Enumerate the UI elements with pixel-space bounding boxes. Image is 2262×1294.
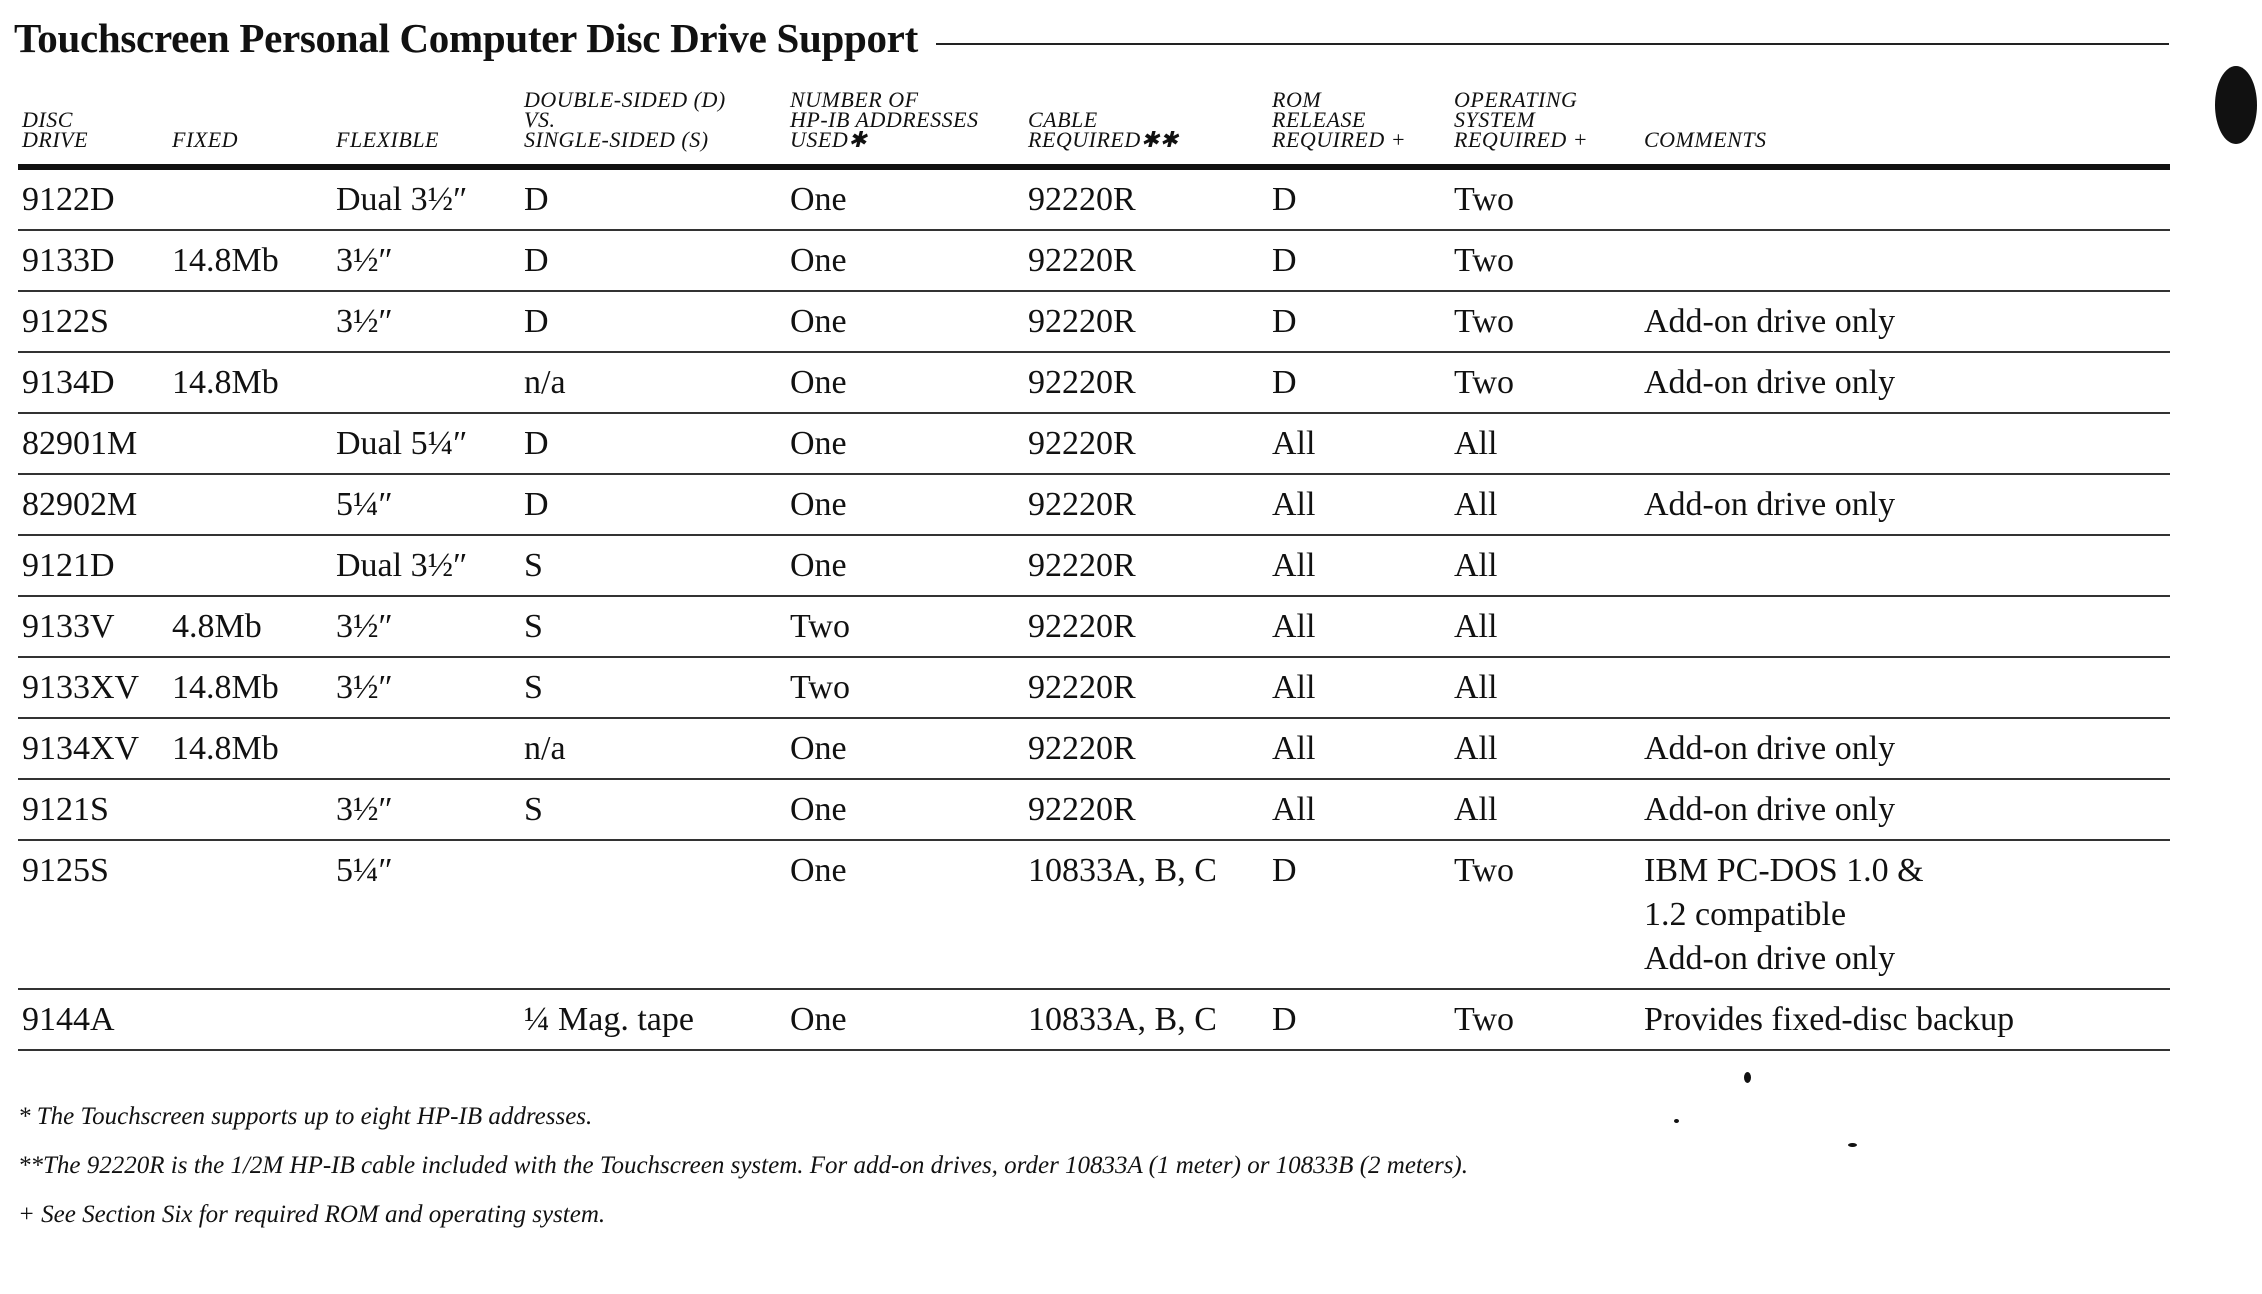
table-row	[18, 718, 2170, 779]
cell-rom-release: All	[1268, 413, 1450, 474]
table-row	[18, 230, 2170, 291]
cell-fixed: 14.8Mb	[168, 352, 332, 413]
cell-fixed	[168, 989, 332, 1050]
cell-comments	[1640, 535, 2170, 596]
table-row	[18, 291, 2170, 352]
cell-disc-drive: 9125S	[18, 840, 168, 989]
title-rule	[936, 43, 2169, 45]
cell-hpib-addresses: One	[786, 291, 1024, 352]
title-bar	[14, 6, 2169, 70]
cell-flexible: 3½″	[332, 230, 520, 291]
cell-rom-release: D	[1268, 989, 1450, 1050]
cell-fixed: 14.8Mb	[168, 657, 332, 718]
table-row	[18, 657, 2170, 718]
cell-disc-drive: 9134D	[18, 352, 168, 413]
cell-rom-release: All	[1268, 535, 1450, 596]
cell-flexible: 3½″	[332, 596, 520, 657]
cell-fixed	[168, 167, 332, 230]
cell-comments: Add-on drive only	[1640, 474, 2170, 535]
cell-comments	[1640, 596, 2170, 657]
cell-operating-system: Two	[1450, 230, 1640, 291]
cell-hpib-addresses: One	[786, 474, 1024, 535]
cell-comments: Add-on drive only	[1640, 291, 2170, 352]
cell-rom-release: All	[1268, 718, 1450, 779]
header-fixed: FIXED	[168, 70, 332, 167]
cell-hpib-addresses: One	[786, 779, 1024, 840]
table-row	[18, 474, 2170, 535]
cell-disc-drive: 9134XV	[18, 718, 168, 779]
cell-cable: 10833A, B, C	[1024, 989, 1268, 1050]
cell-sided: n/a	[520, 352, 786, 413]
header-flexible: FLEXIBLE	[332, 70, 520, 167]
cell-rom-release: D	[1268, 167, 1450, 230]
cell-comments	[1640, 657, 2170, 718]
page-title: Touchscreen Personal Computer Disc Drive Support	[14, 15, 918, 61]
cell-cable: 92220R	[1024, 657, 1268, 718]
cell-hpib-addresses: One	[786, 167, 1024, 230]
cell-fixed: 14.8Mb	[168, 230, 332, 291]
cell-cable: 10833A, B, C	[1024, 840, 1268, 989]
cell-sided: D	[520, 413, 786, 474]
cell-sided	[520, 840, 786, 989]
cell-fixed	[168, 413, 332, 474]
cell-operating-system: All	[1450, 474, 1640, 535]
cell-flexible: 5¼″	[332, 840, 520, 989]
table-row	[18, 596, 2170, 657]
cell-fixed	[168, 291, 332, 352]
cell-rom-release: All	[1268, 474, 1450, 535]
cell-disc-drive: 82902M	[18, 474, 168, 535]
cell-operating-system: All	[1450, 657, 1640, 718]
header-operating-system: OPERATING SYSTEM REQUIRED +	[1450, 70, 1640, 167]
cell-operating-system: Two	[1450, 352, 1640, 413]
cell-sided: D	[520, 291, 786, 352]
cell-hpib-addresses: One	[786, 352, 1024, 413]
cell-flexible: 3½″	[332, 291, 520, 352]
header-disc-drive: DISC DRIVE	[18, 70, 168, 167]
cell-rom-release: D	[1268, 291, 1450, 352]
cell-disc-drive: 9122S	[18, 291, 168, 352]
cell-comments	[1640, 230, 2170, 291]
footnote-hpib: * The Touchscreen supports up to eight HP-IB addresses.	[18, 1103, 593, 1130]
cell-rom-release: All	[1268, 596, 1450, 657]
cell-fixed	[168, 474, 332, 535]
cell-hpib-addresses: Two	[786, 657, 1024, 718]
cell-fixed	[168, 535, 332, 596]
cell-fixed	[168, 779, 332, 840]
cell-sided: S	[520, 779, 786, 840]
table-row	[18, 779, 2170, 840]
table-row	[18, 413, 2170, 474]
cell-comments: Add-on drive only	[1640, 718, 2170, 779]
header-cable: CABLE REQUIRED✱✱	[1024, 70, 1268, 167]
cell-comments: Add-on drive only	[1640, 779, 2170, 840]
cell-flexible	[332, 989, 520, 1050]
cell-fixed: 14.8Mb	[168, 718, 332, 779]
cell-rom-release: D	[1268, 230, 1450, 291]
cell-comments: Provides fixed-disc backup	[1640, 989, 2170, 1050]
cell-rom-release: D	[1268, 840, 1450, 989]
cell-sided: S	[520, 596, 786, 657]
cell-disc-drive: 9133V	[18, 596, 168, 657]
cell-hpib-addresses: One	[786, 413, 1024, 474]
cell-flexible: Dual 3½″	[332, 535, 520, 596]
cell-rom-release: All	[1268, 657, 1450, 718]
cell-cable: 92220R	[1024, 230, 1268, 291]
ink-blot	[2215, 66, 2257, 144]
disc-drive-table	[18, 70, 2170, 1051]
header-rom-release: ROM RELEASE REQUIRED +	[1268, 70, 1450, 167]
cell-sided: S	[520, 657, 786, 718]
header-comments: COMMENTS	[1640, 70, 2170, 167]
cell-flexible: 3½″	[332, 779, 520, 840]
header-hpib-addresses: NUMBER OF HP-IB ADDRESSES USED✱	[786, 70, 1024, 167]
cell-hpib-addresses: One	[786, 989, 1024, 1050]
cell-rom-release: D	[1268, 352, 1450, 413]
cell-cable: 92220R	[1024, 779, 1268, 840]
cell-cable: 92220R	[1024, 413, 1268, 474]
cell-cable: 92220R	[1024, 474, 1268, 535]
cell-sided: D	[520, 474, 786, 535]
cell-cable: 92220R	[1024, 352, 1268, 413]
cell-disc-drive: 9121S	[18, 779, 168, 840]
footnotes	[18, 1102, 2168, 1249]
table-row	[18, 352, 2170, 413]
cell-disc-drive: 9122D	[18, 167, 168, 230]
table-row	[18, 840, 2170, 989]
cell-comments: Add-on drive only	[1640, 352, 2170, 413]
cell-sided: D	[520, 230, 786, 291]
cell-fixed	[168, 840, 332, 989]
cell-comments: IBM PC-DOS 1.0 & 1.2 compatible Add-on drive only	[1640, 840, 2170, 989]
cell-cable: 92220R	[1024, 596, 1268, 657]
cell-flexible	[332, 352, 520, 413]
footnote-rom-os: + See Section Six for required ROM and operating system.	[18, 1201, 606, 1228]
cell-operating-system: Two	[1450, 989, 1640, 1050]
cell-cable: 92220R	[1024, 167, 1268, 230]
cell-disc-drive: 9133XV	[18, 657, 168, 718]
cell-cable: 92220R	[1024, 718, 1268, 779]
cell-hpib-addresses: One	[786, 840, 1024, 989]
cell-cable: 92220R	[1024, 291, 1268, 352]
cell-hpib-addresses: One	[786, 230, 1024, 291]
cell-rom-release: All	[1268, 779, 1450, 840]
footnote-cable: **The 92220R is the 1/2M HP-IB cable included with the Touchscreen system. For add-on drives, order 10833A (1 meter) or 10833B (2 meters).	[18, 1152, 1468, 1179]
cell-fixed: 4.8Mb	[168, 596, 332, 657]
cell-sided: D	[520, 167, 786, 230]
header-sided: DOUBLE-SIDED (D) VS. SINGLE-SIDED (S)	[520, 70, 786, 167]
table-body	[18, 167, 2170, 1050]
ink-speck	[1744, 1072, 1751, 1083]
cell-operating-system: Two	[1450, 291, 1640, 352]
cell-comments	[1640, 167, 2170, 230]
cell-sided: n/a	[520, 718, 786, 779]
cell-operating-system: Two	[1450, 840, 1640, 989]
cell-disc-drive: 9121D	[18, 535, 168, 596]
cell-operating-system: All	[1450, 413, 1640, 474]
cell-operating-system: All	[1450, 535, 1640, 596]
cell-disc-drive: 9133D	[18, 230, 168, 291]
cell-flexible: 3½″	[332, 657, 520, 718]
cell-hpib-addresses: One	[786, 535, 1024, 596]
table-header-row	[18, 70, 2170, 167]
cell-disc-drive: 9144A	[18, 989, 168, 1050]
cell-disc-drive: 82901M	[18, 413, 168, 474]
cell-operating-system: All	[1450, 596, 1640, 657]
cell-flexible: Dual 3½″	[332, 167, 520, 230]
cell-flexible	[332, 718, 520, 779]
cell-hpib-addresses: One	[786, 718, 1024, 779]
cell-flexible: Dual 5¼″	[332, 413, 520, 474]
cell-sided: ¼ Mag. tape	[520, 989, 786, 1050]
cell-comments	[1640, 413, 2170, 474]
table-row	[18, 989, 2170, 1050]
cell-operating-system: All	[1450, 779, 1640, 840]
cell-operating-system: All	[1450, 718, 1640, 779]
table-row	[18, 167, 2170, 230]
cell-cable: 92220R	[1024, 535, 1268, 596]
cell-hpib-addresses: Two	[786, 596, 1024, 657]
cell-flexible: 5¼″	[332, 474, 520, 535]
cell-sided: S	[520, 535, 786, 596]
table-row	[18, 535, 2170, 596]
cell-operating-system: Two	[1450, 167, 1640, 230]
